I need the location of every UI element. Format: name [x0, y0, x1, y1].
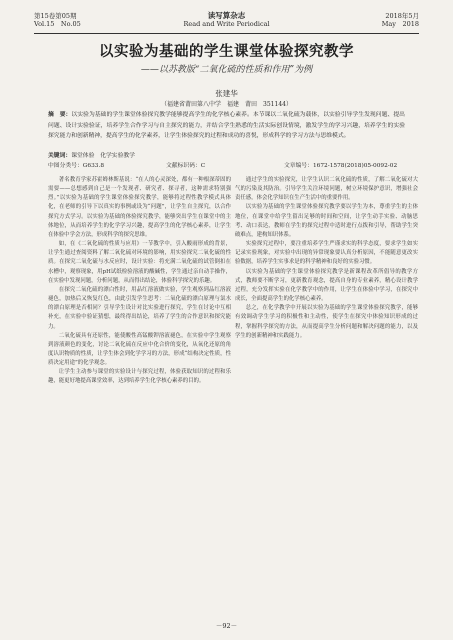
article-subtitle: ——以苏教版“二氧化硫的性质和作用”为例 [140, 65, 313, 75]
paragraph: 以实验为基础的学生课堂体验探究教学是新课程改革所倡导的教学方式，教师要不断学习，更新教育观念，提高自身的专业素养，精心设计教学过程，充分发挥实验在化学教学中的作用，让学生在体验中学习，在探究中成长，全面提高学生的化学核心素养。 [235, 268, 418, 303]
keywords-label: 关键词： [48, 153, 72, 159]
page-number: －92－ [215, 622, 238, 630]
body-column-left [48, 176, 231, 387]
author-name: 张建华 [215, 89, 238, 98]
paragraph: 实验探究过程中，要注重培养学生严谨求实的科学态度，要求学生如实记录实验现象，对实验中出现的异常现象要认真分析原因，不能随意更改实验数据，培养学生实事求是的科学精神和良好的实验习惯。 [235, 241, 418, 266]
journal-name-cn: 读写算杂志 [207, 11, 246, 20]
paragraph: 著名教育学家苏霍姆林斯基说：“在人的心灵深处，都有一种根深蒂固的需要——总想感到自己是一个发现者、研究者、探寻者，这种需求特别强烈。”以实验为基础的学生课堂体验探究教学，能够将过程性教学模式具体化，在老师的引导下以真实的事例或设为“问题”，让学生自主探究，以合作探究方式学习。以实验为基础的体验探究教学，能够突出学生在课堂中的主体地位，从而培养学生的化学学习兴趣，提高学生的化学核心素养，让学生在体验中学会方法，形成科学的探究思维。 [48, 177, 231, 238]
paragraph: 以实验为基础的学生课堂体验探究教学要以学生为本，尊重学生的主体地位，在课堂中给学生留出足够的时间和空间，让学生动手实验、动脑思考、动口表达，教师在学生的探究过程中适时进行点拨和引导，帮助学生突破难点，建构知识体系。 [235, 204, 418, 238]
keywords-text: 课堂体验 化学实验教学 [71, 153, 135, 159]
header-rule [34, 33, 419, 34]
article-title: 以实验为基础的学生课堂体验探究教学 [99, 44, 354, 60]
header-center [34, 12, 419, 28]
running-header [34, 12, 419, 34]
paragraph: 在探究二氧化硫的漂白性时，用品红溶液做实验，学生观察到品红溶液褪色，加热后又恢复红色，由此引发学生思考：二氧化硫的漂白原理与氯水的漂白原理是否相同？引导学生设计对比实验进行探究，学生在讨论中互相补充，在实验中验证猜想，最终得出结论，培养了学生的合作意识和探究能力。 [48, 286, 231, 330]
author-affiliation: （福建省莆田第八中学 福建 莆田 351144） [161, 101, 292, 108]
article-number: 文章编号：1672-1578(2018)05-0092-02 [284, 163, 398, 169]
paragraph: 总之，在化学教学中开展以实验为基础的学生课堂体验探究教学，能够有效调动学生学习的积极性和主动性，使学生在探究中体验知识形成的过程，掌握科学探究的方法，从而提高学生分析问题和解决问题的能力，以及学生的创新精神和实践能力。 [235, 305, 418, 339]
journal-name-en: Read and Write Periodical [183, 20, 270, 28]
header-issue: 第15卷第05期 [34, 12, 77, 20]
body-column-right [235, 176, 418, 341]
header-right [382, 12, 419, 28]
paragraph: 通过学生的实验探究，让学生认识二氧化硫的性质，了解二氧化硫对大气的污染及其防治。引导学生关注环境问题，树立环境保护意识，增强社会责任感，体会化学知识在生产生活中的重要作用。 [235, 177, 418, 202]
paragraph: 如，在《二氧化硫的性质与应用》一节教学中，引入酸雨形成的背景，让学生通过查阅资料了解二氧化硫对环境的影响，用实验探究二氧化硫的性质。在探究二氧化硫与水反应时，设计实验：将充满二氧化硫的试管倒扣在水槽中，观察现象，用pH试纸检验溶液的酸碱性，学生通过亲自动手操作，在实验中发现问题，分析问题，从而得出结论，体验科学探究的乐趣。 [48, 241, 231, 284]
abstract [48, 110, 405, 142]
paragraph: 让学生主动参与课堂的实验设计与探究过程，体验获取知识的过程和乐趣，能更好地提高课堂效率，达到培养学生化学核心素养的目的。 [48, 369, 231, 385]
clc-number: 中图分类号：G633.8 [48, 163, 105, 169]
header-date-en: May 2018 [381, 20, 419, 28]
abstract-text: 以实验为基础的学生课堂体验探究教学能够提高学生的化学核心素养。本节课以二氧化硫为载体，以实验引导学生发现问题、提出问题、设计实验验证，培养学生合作学习与自主探究的能力，并结合学生熟悉的生活实际创设情境，激发学生的学习兴趣，培养学生的实验探究能力和创新精神，提高学生的化学素养，让学生体验探究的过程和成功的喜悦，形成科学的学习方法与思维模式。 [48, 112, 405, 139]
paragraph: 二氧化硫具有还原性，能使酸性高锰酸钾溶液褪色，在实验中学生观察到溶液颜色的变化，讨论二氧化硫在反应中化合价的变化，从氧化还原的角度认识物质的性质，让学生体会到化学学习的方法，形成“结构决定性质，性质决定用途”的化学观念。 [48, 332, 231, 367]
document-code: 文献标识码：C [166, 163, 206, 169]
header-volume: Vol.15 No.05 [34, 20, 81, 28]
abstract-label: 摘 要： [48, 112, 72, 118]
classification-line [48, 162, 405, 170]
keywords [48, 152, 405, 160]
header-date-cn: 2018年5月 [385, 12, 419, 20]
